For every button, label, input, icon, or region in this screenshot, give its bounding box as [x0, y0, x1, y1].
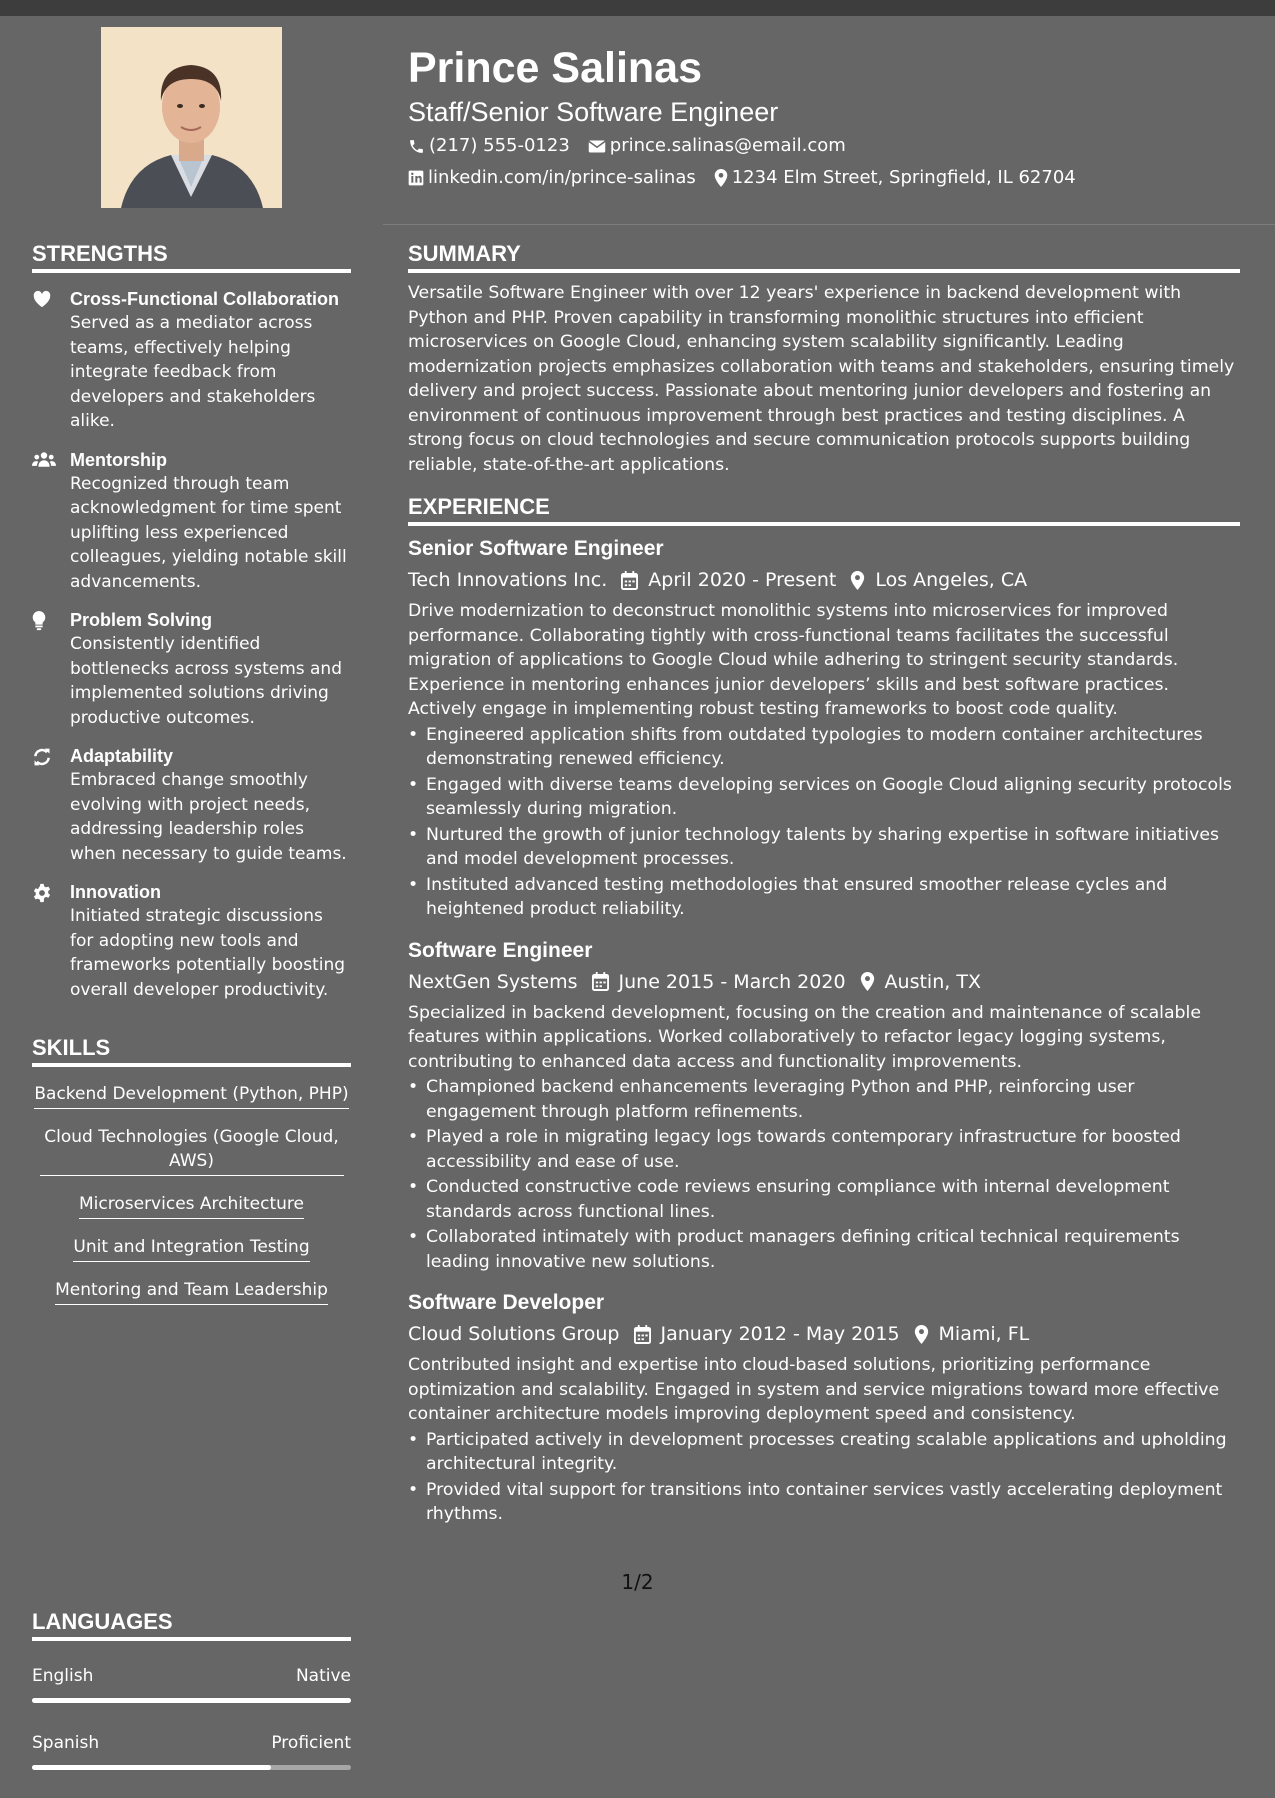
job-dates: January 2012 - May 2015 [660, 1323, 900, 1345]
strength-desc: Embraced change smoothly evolving with project needs, addressing leadership roles when necessary to guide teams. [70, 770, 347, 864]
map-pin-icon [714, 169, 728, 187]
job-entry [408, 1288, 1240, 1527]
experience-heading: EXPERIENCE [408, 493, 1240, 526]
skills-list [32, 1082, 351, 1321]
list-item: • Played a role in migrating legacy logs towards contemporary infrastructure for boosted accessibility and ease of use. [408, 1125, 1240, 1174]
email-contact[interactable] [588, 130, 846, 162]
job-company: NextGen Systems [408, 970, 578, 993]
job-company: Cloud Solutions Group [408, 1323, 620, 1345]
calendar-icon [634, 1325, 651, 1344]
strength-item [32, 287, 351, 434]
right-column [408, 240, 1240, 1527]
header-divider [383, 224, 1275, 225]
job-title: Software Engineer [408, 938, 593, 962]
job-meta [408, 966, 1240, 998]
strength-title: Adaptability [70, 746, 174, 766]
list-item: • Conducted constructive code reviews ensuring compliance with internal development standards across functional lines. [408, 1175, 1240, 1224]
heart-icon [32, 290, 52, 308]
job-meta [408, 564, 1240, 596]
job-location: Austin, TX [884, 970, 981, 993]
users-icon [32, 451, 56, 468]
lightbulb-icon [32, 611, 46, 631]
job-meta [408, 1318, 1240, 1350]
envelope-icon [588, 139, 606, 154]
list-item: • Provided vital support for transitions into container services vastly accelerating deployment rhythms. [408, 1478, 1240, 1527]
map-pin-icon [850, 571, 865, 590]
address-contact [714, 162, 1076, 194]
strength-desc: Consistently identified bottlenecks across systems and implemented solutions driving productive outcomes. [70, 634, 342, 728]
resume-header [408, 40, 1238, 194]
language-bar [32, 1765, 351, 1770]
strength-desc: Served as a mediator across teams, effectively helping integrate feedback from developers and stakeholders alike. [70, 313, 316, 431]
language-level: Native [295, 1666, 351, 1686]
linkedin-text[interactable]: linkedin.com/in/prince-salinas [428, 167, 696, 188]
strength-title: Cross-Functional Collaboration [70, 289, 340, 309]
list-item: • Participated actively in development processes creating scalable applications and upholding architectural integrity. [408, 1428, 1240, 1477]
list-item: • Engineered application shifts from outdated typologies to modern container architectures demonstrating renewed efficiency. [408, 723, 1240, 772]
skill-item: Unit and Integration Testing [73, 1235, 309, 1262]
contact-row-1 [408, 130, 1238, 162]
linkedin-icon [408, 170, 424, 186]
language-item [32, 1664, 351, 1703]
strength-desc: Recognized through team acknowledgment for time spent uplifting less experienced colleagues, yielding notable skill advancements. [70, 473, 347, 592]
list-item: • Engaged with diverse teams developing services on Google Cloud aligning security protocols seamlessly during migration. [408, 773, 1240, 822]
language-bar-fill [32, 1698, 351, 1703]
summary-text: Versatile Software Engineer with over 12 years' experience in backend development with Python and PHP. Proven capability in transforming monolithic structures into efficient microservices on Google Cloud, enhancing system scalability significantly. Leading modernization projects emphasizes collaboration with teams and stakeholders, ensuring timely delivery and project success. Passionate about mentoring junior developers and fostering an environment of continuous improvement through best practices and testing disciplines. A strong focus on cloud technologies and secure communication protocols supports building reliable, state-of-the-art applications. [408, 283, 1235, 475]
strength-item [32, 744, 351, 866]
summary-heading: SUMMARY [408, 240, 1240, 273]
contact-row-2 [408, 162, 1238, 194]
job-dates-group [592, 966, 846, 998]
skills-heading: SKILLS [32, 1034, 351, 1067]
strength-title: Mentorship [70, 449, 167, 470]
job-bullets [408, 1428, 1240, 1527]
list-item: • Nurtured the growth of junior technology talents by sharing expertise in software initiatives and model development processes. [408, 823, 1240, 872]
job-title: Software Developer [408, 1291, 605, 1314]
job-dates-group [621, 564, 836, 596]
profile-photo [101, 27, 282, 208]
job-location-group [914, 1318, 1030, 1350]
skill-item: Microservices Architecture [79, 1192, 304, 1219]
job-title: Senior Software Engineer [408, 537, 664, 560]
language-item [32, 1731, 351, 1770]
phone-text: (217) 555-0123 [429, 135, 570, 156]
language-bar-fill [32, 1765, 271, 1770]
languages-list [32, 1664, 351, 1798]
strength-item [32, 608, 351, 730]
calendar-icon [621, 571, 638, 590]
job-location-group [860, 966, 981, 998]
list-item: • Championed backend enhancements leveraging Python and PHP, reinforcing user engagement through platform refinements. [408, 1075, 1240, 1124]
strength-title: Innovation [70, 882, 161, 902]
map-pin-icon [860, 972, 875, 991]
job-entry [408, 534, 1240, 922]
job-description: Contributed insight and expertise into cloud-based solutions, prioritizing performance optimization and scalability. Engaged in system and service migrations toward more effective container architecture models improving deployment speed and consistency. [408, 1355, 1220, 1424]
job-company: Tech Innovations Inc. [408, 569, 608, 591]
left-column [32, 240, 351, 1753]
map-pin-icon [914, 1325, 929, 1344]
gear-icon [32, 883, 52, 903]
job-description: Specialized in backend development, focusing on the creation and maintenance of scalable features within applications. Worked collaboratively to refactor legacy logging systems, contributing to enhanced data access and functionality improvements. [408, 1002, 1201, 1072]
job-bullets [408, 723, 1240, 922]
skill-item: Backend Development (Python, PHP) [34, 1082, 348, 1109]
job-location: Los Angeles, CA [875, 569, 1028, 591]
phone-icon [408, 138, 425, 155]
job-dates: June 2015 - March 2020 [618, 970, 846, 993]
job-location-group [850, 564, 1027, 596]
list-item: • Instituted advanced testing methodologies that ensured smoother release cycles and heightened product reliability. [408, 873, 1240, 922]
address-text: 1234 Elm Street, Springfield, IL 62704 [731, 167, 1076, 188]
list-item: • Collaborated intimately with product managers defining critical technical requirements leading innovative new solutions. [408, 1225, 1240, 1274]
candidate-title: Staff/Senior Software Engineer [408, 97, 779, 127]
languages-heading: LANGUAGES [32, 1608, 351, 1641]
language-bar [32, 1698, 351, 1703]
email-text[interactable]: prince.salinas@email.com [609, 135, 846, 156]
skill-item: Mentoring and Team Leadership [55, 1278, 328, 1305]
candidate-name: Prince Salinas [408, 44, 702, 92]
page-number: 1/2 [621, 1570, 654, 1594]
job-description: Drive modernization to deconstruct monolithic systems into microservices for improved performance. Collaborating tightly with cross-functional teams facilitates the successful migration of applications to Google Cloud while adhering to stringent security standards. Experience in mentoring enhances junior developers’ skills and best software practices. Actively engage in implementing robust testing frameworks to boost code quality. [408, 601, 1179, 719]
job-dates: April 2020 - Present [648, 569, 837, 591]
strength-title: Problem Solving [70, 610, 213, 630]
skill-item: Cloud Technologies (Google Cloud, AWS) [40, 1125, 344, 1176]
sync-icon [32, 747, 52, 767]
language-name: Spanish [32, 1733, 100, 1753]
strength-desc: Initiated strategic discussions for adopting new tools and frameworks potentially boosting overall developer productivity. [70, 906, 346, 1000]
linkedin-contact[interactable] [408, 162, 696, 194]
job-entry [408, 936, 1240, 1275]
calendar-icon [592, 972, 609, 991]
job-location: Miami, FL [938, 1323, 1030, 1345]
job-bullets [408, 1075, 1240, 1274]
phone-contact [408, 130, 570, 162]
strengths-list [32, 287, 351, 1002]
language-name: English [32, 1666, 94, 1686]
top-bar [0, 0, 1275, 16]
strengths-heading: STRENGTHS [32, 240, 351, 273]
strength-item [32, 448, 351, 595]
strength-item [32, 880, 351, 1002]
job-dates-group [634, 1318, 900, 1350]
language-level: Proficient [271, 1733, 351, 1753]
